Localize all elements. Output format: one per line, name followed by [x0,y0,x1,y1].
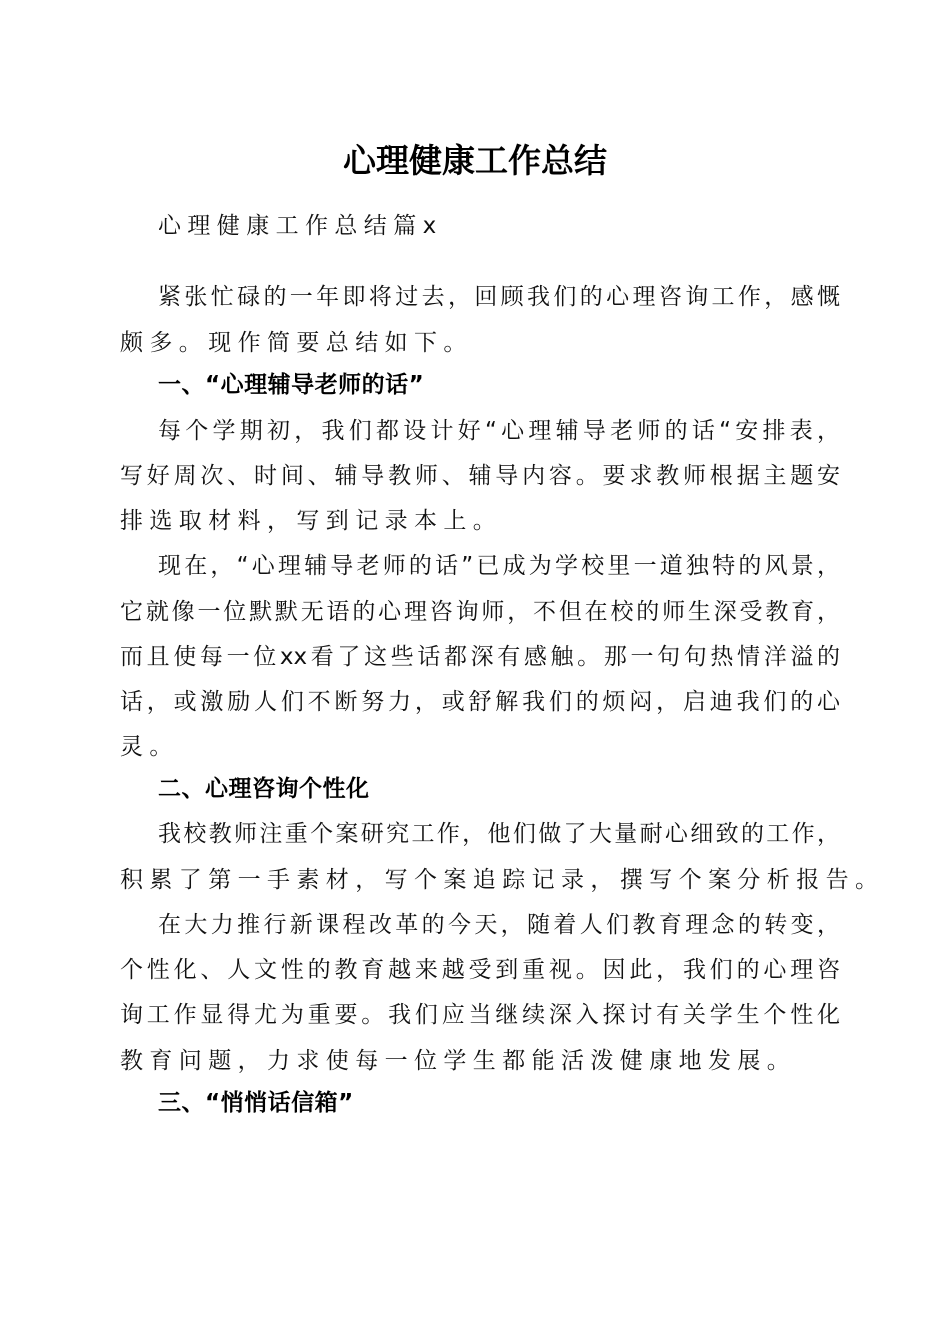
section-2-p1-line-2: 积累了第一手素材，写个案追踪记录，撰写个案分析报告。 [120,867,885,893]
section-2-p1-line-1: 我校教师注重个案研究工作，他们做了大量耐心细致的工作， [158,821,840,847]
section-2-heading: 二、心理咨询个性化 [158,776,370,802]
section-1-p2-line-3: 而且使每一位xx看了这些话都深有感触。那一句句热情洋溢的 [120,644,840,670]
section-2-p2-line-2: 个性化、人文性的教育越来越受到重视。因此，我们的心理咨 [120,957,840,983]
section-3-heading: 三、“悄悄话信箱” [158,1090,354,1116]
document-title: 心理健康工作总结 [343,141,607,180]
section-2-p2-line-4: 教育问题，力求使每一位学生都能活泼健康地发展。 [120,1048,797,1074]
section-1-p1-line-1: 每个学期初，我们都设计好“心理辅导老师的话“安排表， [158,418,840,444]
section-1-p2-line-1: 现在，“心理辅导老师的话”已成为学校里一道独特的风景， [158,553,840,579]
section-2-p2-line-3: 询工作显得尤为重要。我们应当继续深入探讨有关学生个性化 [120,1002,840,1028]
intro-line-2: 颇多。现作简要总结如下。 [120,330,473,356]
section-1-p2-line-5: 灵。 [120,734,179,760]
section-1-p1-line-2: 写好周次、时间、辅导教师、辅导内容。要求教师根据主题安 [120,463,840,489]
section-1-p2-line-2: 它就像一位默默无语的心理咨询师，不但在校的师生深受教育， [120,599,840,625]
section-1-heading: 一、“心理辅导老师的话” [158,372,425,398]
document-subtitle: 心理健康工作总结篇x [158,213,443,239]
intro-line-1: 紧张忙碌的一年即将过去，回顾我们的心理咨询工作，感慨 [158,284,840,310]
section-1-p1-line-3: 排选取材料，写到记录本上。 [120,508,503,534]
section-2-p2-line-1: 在大力推行新课程改革的今天，随着人们教育理念的转变， [158,912,840,938]
section-1-p2-line-4: 话，或激励人们不断努力，或舒解我们的烦闷，启迪我们的心 [120,689,840,715]
